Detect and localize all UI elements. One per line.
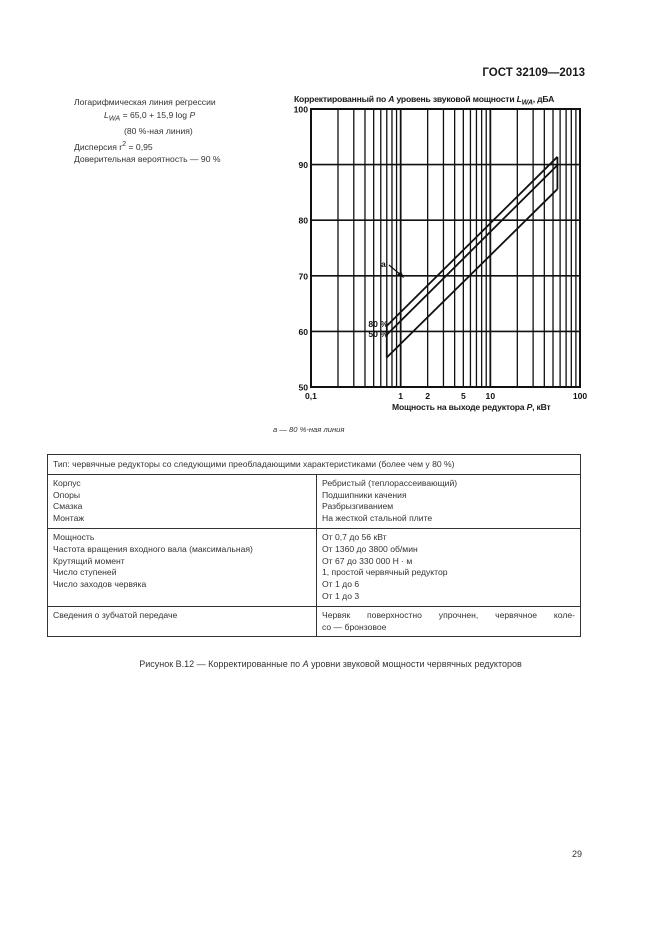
legend-line-regression: Логарифмическая линия регрессии <box>74 97 216 107</box>
x-tick-label: 100 <box>572 391 588 401</box>
series-line <box>387 157 558 326</box>
y-tick-labels <box>294 105 309 393</box>
param-worm-starts: Число заходов червяка <box>53 579 147 590</box>
legend-dispersion: Дисперсия $r^2 = 0,95$ <box>74 139 153 152</box>
x-tick-labels <box>305 391 587 401</box>
value-stages: 1, простой червячный редуктор <box>322 567 448 578</box>
x-tick-label: 1 <box>398 391 404 401</box>
x-tick-label: 0,1 <box>305 391 317 401</box>
param-bearings: Опоры <box>53 489 81 500</box>
y-tick-label: 70 <box>298 271 308 282</box>
x-tick-label: 5 <box>460 391 466 401</box>
param-lubrication: Смазка <box>53 501 83 512</box>
value-torque: От 67 до 330 000 Н · м <box>322 555 413 566</box>
y-tick-label: 50 <box>298 382 308 393</box>
value-power: От 0,7 до 56 кВт <box>322 531 387 542</box>
table-row <box>48 455 581 475</box>
series-line <box>387 189 558 357</box>
param-torque: Крутящий момент <box>53 555 125 566</box>
y-tick-label: 90 <box>298 160 308 171</box>
x-tick-label: 2 <box>425 391 431 401</box>
value-mounting: На жесткой стальной плите <box>322 513 433 524</box>
operating-values-cell <box>317 528 581 606</box>
page-number: 29 <box>572 849 583 859</box>
chart-title: Корректированный по A уровень звуковой мощности $L_{WA}$, дБА <box>294 94 555 107</box>
document-code: ГОСТ 32109—2013 <box>482 67 585 79</box>
label-50-percent: 50 % <box>368 329 388 339</box>
gear-info-label: Сведения о зубчатой передаче <box>48 606 317 637</box>
param-speed: Частота вращения входного вала (максимальная) <box>53 543 253 554</box>
legend-confidence: Доверительная вероятность — 90 % <box>74 153 221 164</box>
label-a: a <box>381 259 386 269</box>
chart-grid <box>311 109 580 387</box>
gear-info-value: Червяк поверхностно упрочнен, червячное коле- со — бронзовое <box>317 606 581 637</box>
param-mounting: Монтаж <box>53 513 85 524</box>
type-row: Тип: червячные редукторы со следующими преобладающими характеристиками (более чем у 80 %) <box>48 455 581 475</box>
design-values-cell <box>317 474 581 528</box>
label-80-percent: 80 % <box>368 319 388 329</box>
plot-frame <box>311 109 580 387</box>
figure-caption: Рисунок В.12 — Корректированные по А уровни звуковой мощности червячных редукторов <box>139 659 522 669</box>
y-tick-label: 100 <box>293 104 308 115</box>
legend-line-note: (80 %-ная линия) <box>124 125 193 136</box>
sound-power-chart <box>0 0 661 440</box>
value-speed: От 1360 до 3800 об/мин <box>322 543 418 554</box>
chart-series <box>387 157 558 358</box>
param-housing: Корпус <box>53 477 81 488</box>
x-tick-label: 10 <box>485 391 496 401</box>
x-axis-title: Мощность на выходе редуктора P, кВт <box>392 402 551 412</box>
y-tick-label: 60 <box>298 326 308 337</box>
table-row <box>48 528 581 606</box>
chart-footnote: а — 80 %-ная линия <box>273 425 345 434</box>
series-line <box>387 165 558 335</box>
table-row <box>48 606 581 637</box>
param-stages: Число ступеней <box>53 567 117 578</box>
value-housing: Ребристый (теплорассеивающий) <box>322 477 458 488</box>
operating-params-cell <box>48 528 317 606</box>
value-lubrication: Разбрызгиванием <box>322 501 394 512</box>
y-tick-label: 80 <box>298 215 308 226</box>
table-row <box>48 474 581 528</box>
value-worm-starts: От 1 до 3 <box>322 590 360 601</box>
design-params-cell <box>48 474 317 528</box>
param-power: Мощность <box>53 531 95 542</box>
value-ratio: От 1 до 6 <box>322 579 360 590</box>
reducer-spec-table <box>47 454 581 637</box>
legend-formula: $L_{WA} = 65,0 + 15,9$ log P <box>104 109 196 123</box>
value-bearings: Подшипники качения <box>322 489 407 500</box>
